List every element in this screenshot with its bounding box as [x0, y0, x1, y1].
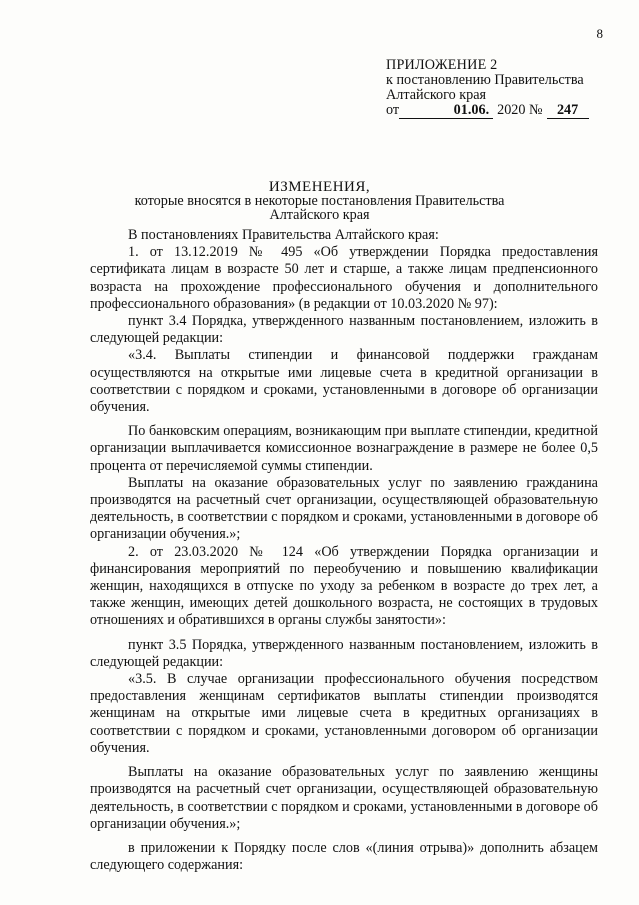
paragraph: По банковским операциям, возникающим при выплате стипендии, кредитной организации выплачивается комиссионное вознаграждение в размере не более 0,5 процента от перечисляемой суммы стипендии.: [90, 423, 598, 474]
appendix-date-line: [386, 103, 626, 119]
appendix-number: 247: [547, 103, 589, 119]
document-heading: [0, 180, 639, 222]
paragraph: В постановлениях Правительства Алтайского края:: [128, 227, 439, 243]
appendix-line-2: Алтайского края: [386, 87, 487, 103]
paragraph: Выплаты на оказание образовательных услуг по заявлению женщины производятся на расчетный счет организации, осуществляющей образовательную деятельность, в соответствии с порядком и сроками, установленными в договоре об организации обучения.»;: [90, 764, 598, 832]
heading-subtitle-1: которые вносятся в некоторые постановления Правительства: [134, 193, 505, 209]
paragraph: «3.5. В случае организации профессионального обучения посредством предоставления женщинам сертификатов выплаты стипендии производятся женщинам на открытые ими лицевые счета в кредитных организациях в соответствии с порядком и сроками, установленными договором об организации обучения.: [90, 671, 598, 756]
heading-title: ИЗМЕНЕНИЯ,: [268, 179, 371, 195]
paragraph: 2. от 23.03.2020 № 124 «Об утверждении Порядка организации и финансирования мероприятий по переобучению и повышению квалификации женщин, находящихся в отпуске по уходу за ребенком в возрасте до трех лет, а также женщин, имеющих детей дошкольного возраста, не состоящих в трудовых отношениях и обратившихся в органы службы занятости»:: [90, 543, 598, 629]
paragraph: «3.4. Выплаты стипендии и финансовой поддержки гражданам осуществляются на открытые ими лицевые счета в кредитной организации в соответствии с порядком и сроками, установленными в договоре об организации обучения.: [90, 347, 598, 416]
year-label: 2020 №: [497, 102, 543, 118]
paragraph: в приложении к Порядку после слов «(линия отрыва)» дополнить абзацем следующего содержания:: [90, 839, 598, 874]
heading-subtitle-2: Алтайского края: [269, 207, 370, 223]
document-body: [90, 227, 598, 874]
appendix-date: 01.06.: [399, 103, 493, 119]
paragraph: 1. от 13.12.2019 № 495 «Об утверждении Порядка предоставления сертификата лицам в возрасте 50 лет и старше, а также лицам предпенсионного возраста на прохождение профессионального обучения и дополнительного профессионального образования» (в редакции от 10.03.2020 № 97):: [90, 244, 598, 312]
appendix-line-1: к постановлению Правительства: [386, 72, 584, 88]
paragraph: пункт 3.5 Порядка, утвержденного названным постановлением, изложить в следующей редакции:: [90, 636, 598, 670]
appendix-block: [386, 58, 626, 119]
paragraph: пункт 3.4 Порядка, утвержденного названным постановлением, изложить в следующей редакции:: [90, 313, 598, 347]
page-number: 8: [596, 26, 603, 41]
from-label: от: [386, 102, 400, 118]
appendix-title: ПРИЛОЖЕНИЕ 2: [386, 57, 498, 73]
paragraph: Выплаты на оказание образовательных услуг по заявлению гражданина производятся на расчетный счет организации, осуществляющей образовательную деятельность, в соответствии с порядком и сроками, установленными в договоре об организации обучения.»;: [90, 474, 598, 543]
